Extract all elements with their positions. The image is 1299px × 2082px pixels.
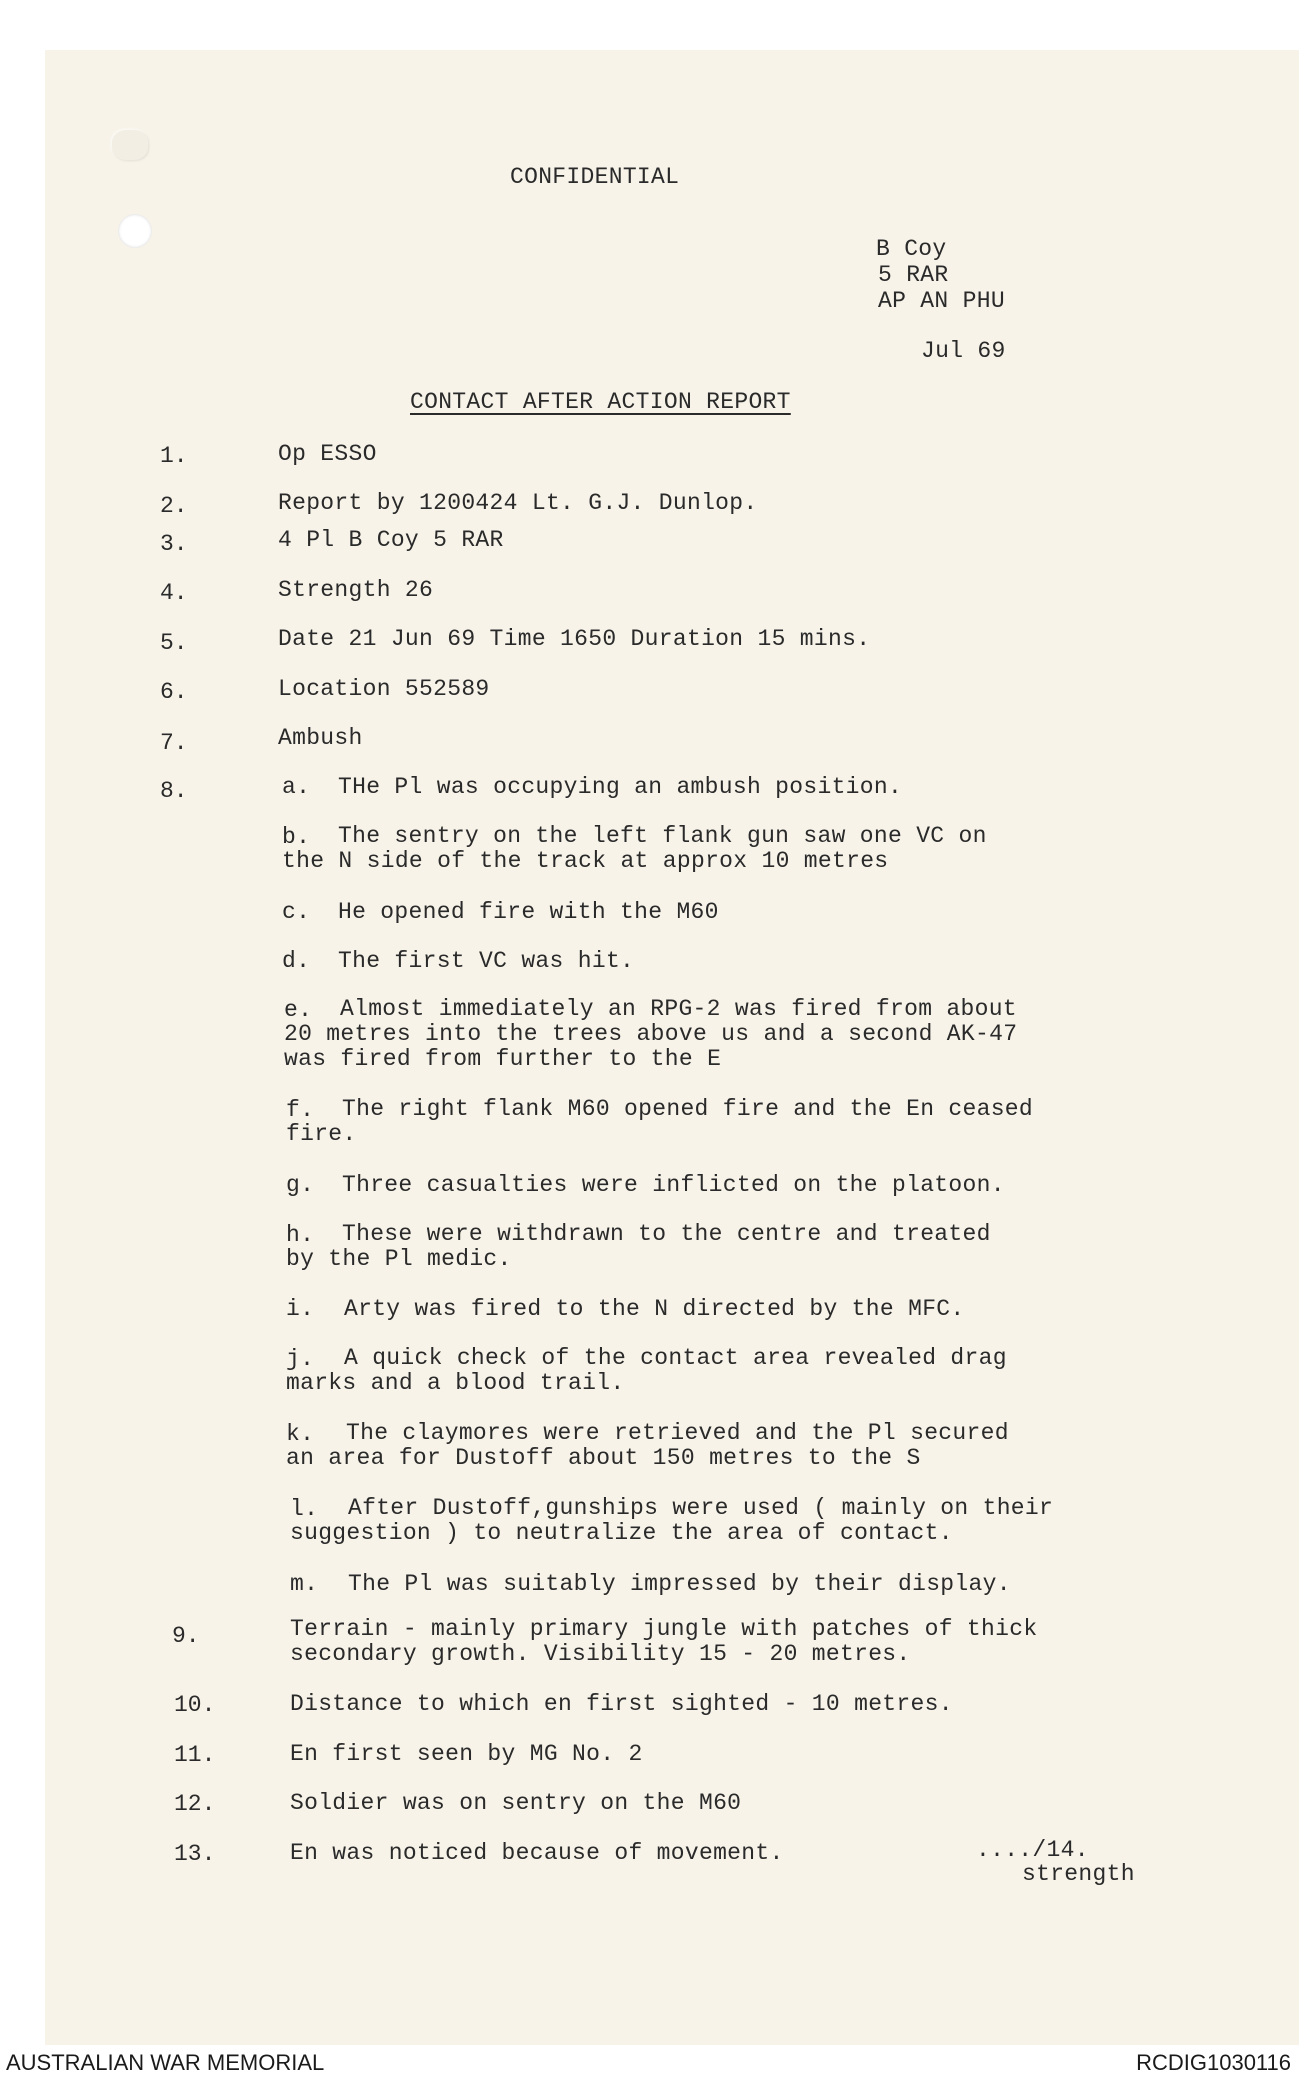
subitem-text: The Pl was suitably impressed by their display. xyxy=(348,1571,1011,1597)
item-text: Op ESSO xyxy=(278,441,377,467)
item-number: 5. xyxy=(160,630,188,656)
subitem-text: He opened fire with the M60 xyxy=(338,899,719,925)
subitem-text: After Dustoff,gunships were used ( mainly on their suggestion ) to neutralize the area of contact. xyxy=(290,1495,1054,1546)
item-number: 6. xyxy=(160,679,188,705)
subitem-text: The first VC was hit. xyxy=(338,948,635,974)
subitem-text: A quick check of the contact area revealed drag marks and a blood trail. xyxy=(286,1345,1007,1396)
subitem-text: The claymores were retrieved and the Pl secured an area for Dustoff about 150 metres to the S xyxy=(286,1420,1009,1471)
item-number: 8. xyxy=(160,778,188,804)
subitem-letter: j. xyxy=(286,1346,315,1372)
item-number: 11. xyxy=(174,1742,216,1768)
subitem-letter: k. xyxy=(286,1421,315,1447)
subitem-letter: b. xyxy=(282,824,311,850)
item-text: En first seen by MG No. 2 xyxy=(290,1741,643,1767)
item-number: 1. xyxy=(160,443,188,469)
subitem-text: The sentry on the left flank gun saw one VC on the N side of the track at approx 10 metres xyxy=(282,823,987,874)
item-number: 9. xyxy=(172,1623,200,1649)
subitem-text: These were withdrawn to the centre and treated by the Pl medic. xyxy=(286,1221,991,1272)
item-number: 10. xyxy=(174,1692,216,1718)
item-number: 12. xyxy=(174,1791,216,1817)
unit-line-1: B Coy xyxy=(876,236,947,262)
subitem-letter: d. xyxy=(282,948,311,974)
subitem-text: Arty was fired to the N directed by the MFC. xyxy=(344,1296,965,1322)
subitem-letter: l. xyxy=(290,1496,319,1522)
item-number: 7. xyxy=(160,730,188,756)
item-text: Location 552589 xyxy=(278,676,490,702)
item-text: Terrain - mainly primary jungle with patches of thick secondary growth. Visibility 15 - 20 metres. xyxy=(290,1616,1038,1667)
classification-label: CONFIDENTIAL xyxy=(510,164,680,190)
subitem-text: Three casualties were inflicted on the platoon. xyxy=(342,1172,1005,1198)
item-text: Ambush xyxy=(278,725,363,751)
subitem-letter: i. xyxy=(286,1296,315,1322)
item-text: 4 Pl B Coy 5 RAR xyxy=(278,527,504,553)
footer-record-id: RCDIG1030116 xyxy=(1136,2050,1291,2075)
subitem-letter: a. xyxy=(282,774,311,800)
subitem-letter: c. xyxy=(282,899,311,925)
report-date: Jul 69 xyxy=(921,338,1006,364)
item-number: 4. xyxy=(160,580,188,606)
catchword: strength xyxy=(1022,1861,1135,1887)
report-title: CONTACT AFTER ACTION REPORT xyxy=(410,389,791,415)
subitem-text: Almost immediately an RPG-2 was fired from about 20 metres into the trees above us and a second AK-47 was fired from further to the E xyxy=(284,996,1018,1072)
footer-archive-name: AUSTRALIAN WAR MEMORIAL xyxy=(6,2050,325,2075)
item-text: Strength 26 xyxy=(278,577,434,603)
item-number: 3. xyxy=(160,531,188,557)
item-text: Report by 1200424 Lt. G.J. Dunlop. xyxy=(278,490,758,516)
subitem-letter: e. xyxy=(284,997,313,1023)
item-number: 2. xyxy=(160,493,188,519)
subitem-text: The right flank M60 opened fire and the En ceased fire. xyxy=(286,1096,1034,1147)
continuation-marker: ..../14. xyxy=(976,1837,1089,1863)
subitem-letter: f. xyxy=(286,1097,315,1123)
punch-hole xyxy=(118,214,152,248)
subitem-letter: m. xyxy=(290,1571,319,1597)
item-text: En was noticed because of movement. xyxy=(290,1840,784,1866)
item-number: 13. xyxy=(174,1841,216,1867)
item-text: Soldier was on sentry on the M60 xyxy=(290,1790,742,1816)
embossed-stamp-mark xyxy=(112,130,148,160)
unit-line-2: 5 RAR xyxy=(878,262,949,288)
subitem-letter: h. xyxy=(286,1222,315,1248)
unit-line-3: AP AN PHU xyxy=(878,288,1005,314)
subitem-text: THe Pl was occupying an ambush position. xyxy=(338,774,903,800)
subitem-letter: g. xyxy=(286,1172,315,1198)
item-text: Distance to which en first sighted - 10 metres. xyxy=(290,1691,953,1717)
item-text: Date 21 Jun 69 Time 1650 Duration 15 mins. xyxy=(278,626,871,652)
